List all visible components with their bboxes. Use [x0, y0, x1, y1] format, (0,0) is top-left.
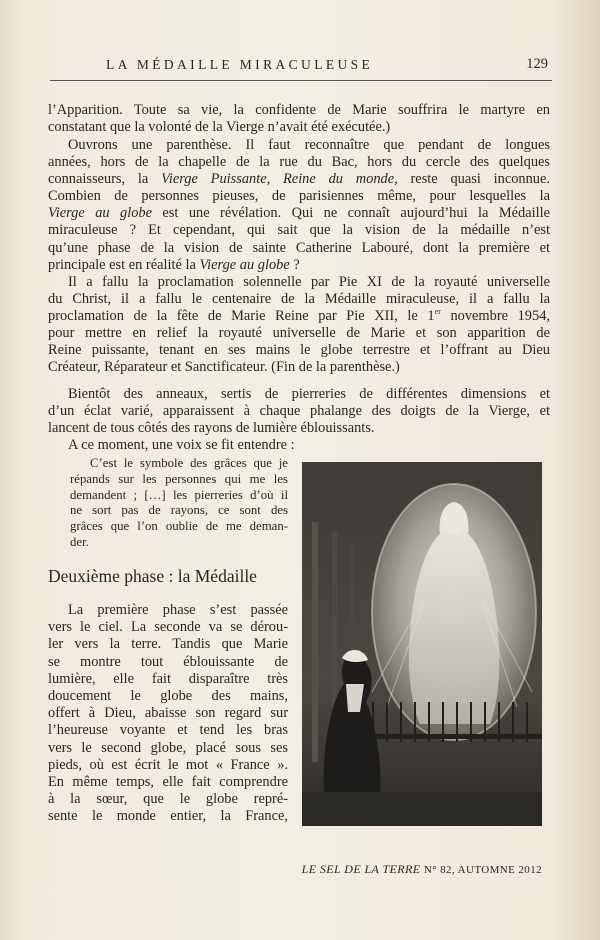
quote-line: ne sort pas de rayons, ce sont des [70, 503, 288, 518]
text-line: A ce moment, une voix se fit entendre : [68, 437, 295, 454]
paragraph-apparition [48, 102, 550, 136]
quote-line: répands sur les personnes qui me les [70, 471, 288, 486]
paragraph-proclamation [48, 274, 550, 377]
apparition-illustration [302, 462, 542, 826]
text-line: du Christ, il a fallu le centenaire de la Médaille miraculeuse, il a fallu la [48, 291, 550, 308]
paragraph-parenthese [48, 137, 550, 274]
text-line: l’Apparition. Toute sa vie, la confidente de Marie souffrira le martyre en [48, 102, 550, 118]
page-number: 129 [526, 56, 548, 72]
block-quote [70, 456, 288, 551]
journal-name: LE SEL DE LA TERRE [301, 862, 421, 876]
text-line: Ouvrons une parenthèse. Il faut reconnaître que pendant de longues [68, 137, 550, 153]
text-line: vers le ciel. La seconde va se dérou- [48, 619, 288, 636]
text-line: d’un éclat varié, apparaissent à chaque phalange des doigts de la Vierge, et [48, 403, 550, 420]
text-line: sente le monde entier, la France, [48, 808, 288, 825]
text-line: Reine puissante, tenant en ses mains le globe terrestre et l’offrant au Dieu [48, 342, 550, 359]
quote-line: der. [70, 534, 89, 549]
running-header [50, 54, 552, 81]
text-line: années, hors de la chapelle de la rue du Bac, hors du cercle des quelques [48, 154, 550, 171]
paragraph-deuxieme-phase [48, 602, 288, 826]
text-line: à la sœur, que le globe repré- [48, 791, 288, 808]
quote-line: grâces que l’on oublie de me deman- [70, 519, 288, 534]
text-line: offert à Dieu, abaisse son regard sur [48, 705, 288, 722]
text-line: pieds, où est écrit le mot « France ». [48, 756, 288, 773]
text-line: se montre tout éblouissante de [48, 653, 288, 670]
text-line: proclamation de la fête de Marie Reine par Pie XII, le 1er novembre 1954, [48, 307, 550, 325]
text-line: vers le second globe, placé sous ses [48, 739, 288, 756]
text-line: l’heureuse voyante et tend les bras [48, 722, 288, 739]
text-line: Créateur, Réparateur et Sanctificateur. (Fin de la parenthèse.) [48, 359, 400, 376]
text-line: connaisseurs, la Vierge Puissante, Reine du monde, reste quasi inconnue. [48, 171, 550, 188]
text-line: Vierge au globe est une révélation. Qui ne connaît aujourd’hui la Médaille [48, 205, 550, 222]
text-line: principale est en réalité la Vierge au globe ? [48, 256, 300, 273]
quote-line: demandent ; […] les pierreries d’où il [70, 487, 288, 502]
text-line: constatant que la volonté de la Vierge n’avait été exécutée.) [48, 119, 391, 136]
text-line: lumière, elle fait disparaître très [48, 670, 288, 687]
running-title: LA MÉDAILLE MIRACULEUSE [106, 57, 374, 72]
text-line: miraculeuse ? Et cependant, qui sait que la vision de la médaille n’est [48, 222, 550, 239]
text-line: pour mettre en relief la royauté universelle de Marie et son apparition de [48, 325, 550, 342]
quote-line: C’est le symbole des grâces que je [90, 456, 288, 470]
text-line: Bientôt des anneaux, sertis de pierreries de différentes dimensions et [68, 386, 550, 402]
paragraph-anneaux [48, 386, 550, 454]
text-line: En même temps, elle fait comprendre [48, 774, 288, 791]
section-heading: Deuxième phase : la Médaille [48, 566, 257, 586]
text-line: Combien de personnes pieuses, de parisiennes même, pour lesquelles la [48, 188, 550, 205]
journal-footer [302, 862, 542, 877]
text-line: lancent de tous côtés des rayons de lumière éblouissants. [48, 420, 375, 437]
text-line: qu’une phase de la vision de sainte Catherine Labouré, dont la première et [48, 239, 550, 256]
text-line: La première phase s’est passée [68, 602, 288, 618]
journal-issue: N° 82, AUTOMNE 2012 [423, 864, 542, 876]
text-line: doucement le globe des mains, [48, 688, 288, 705]
text-line: Il a fallu la proclamation solennelle par Pie XI de la royauté universelle [68, 274, 550, 290]
text-line: ler vers la terre. Tandis que Marie [48, 636, 288, 653]
